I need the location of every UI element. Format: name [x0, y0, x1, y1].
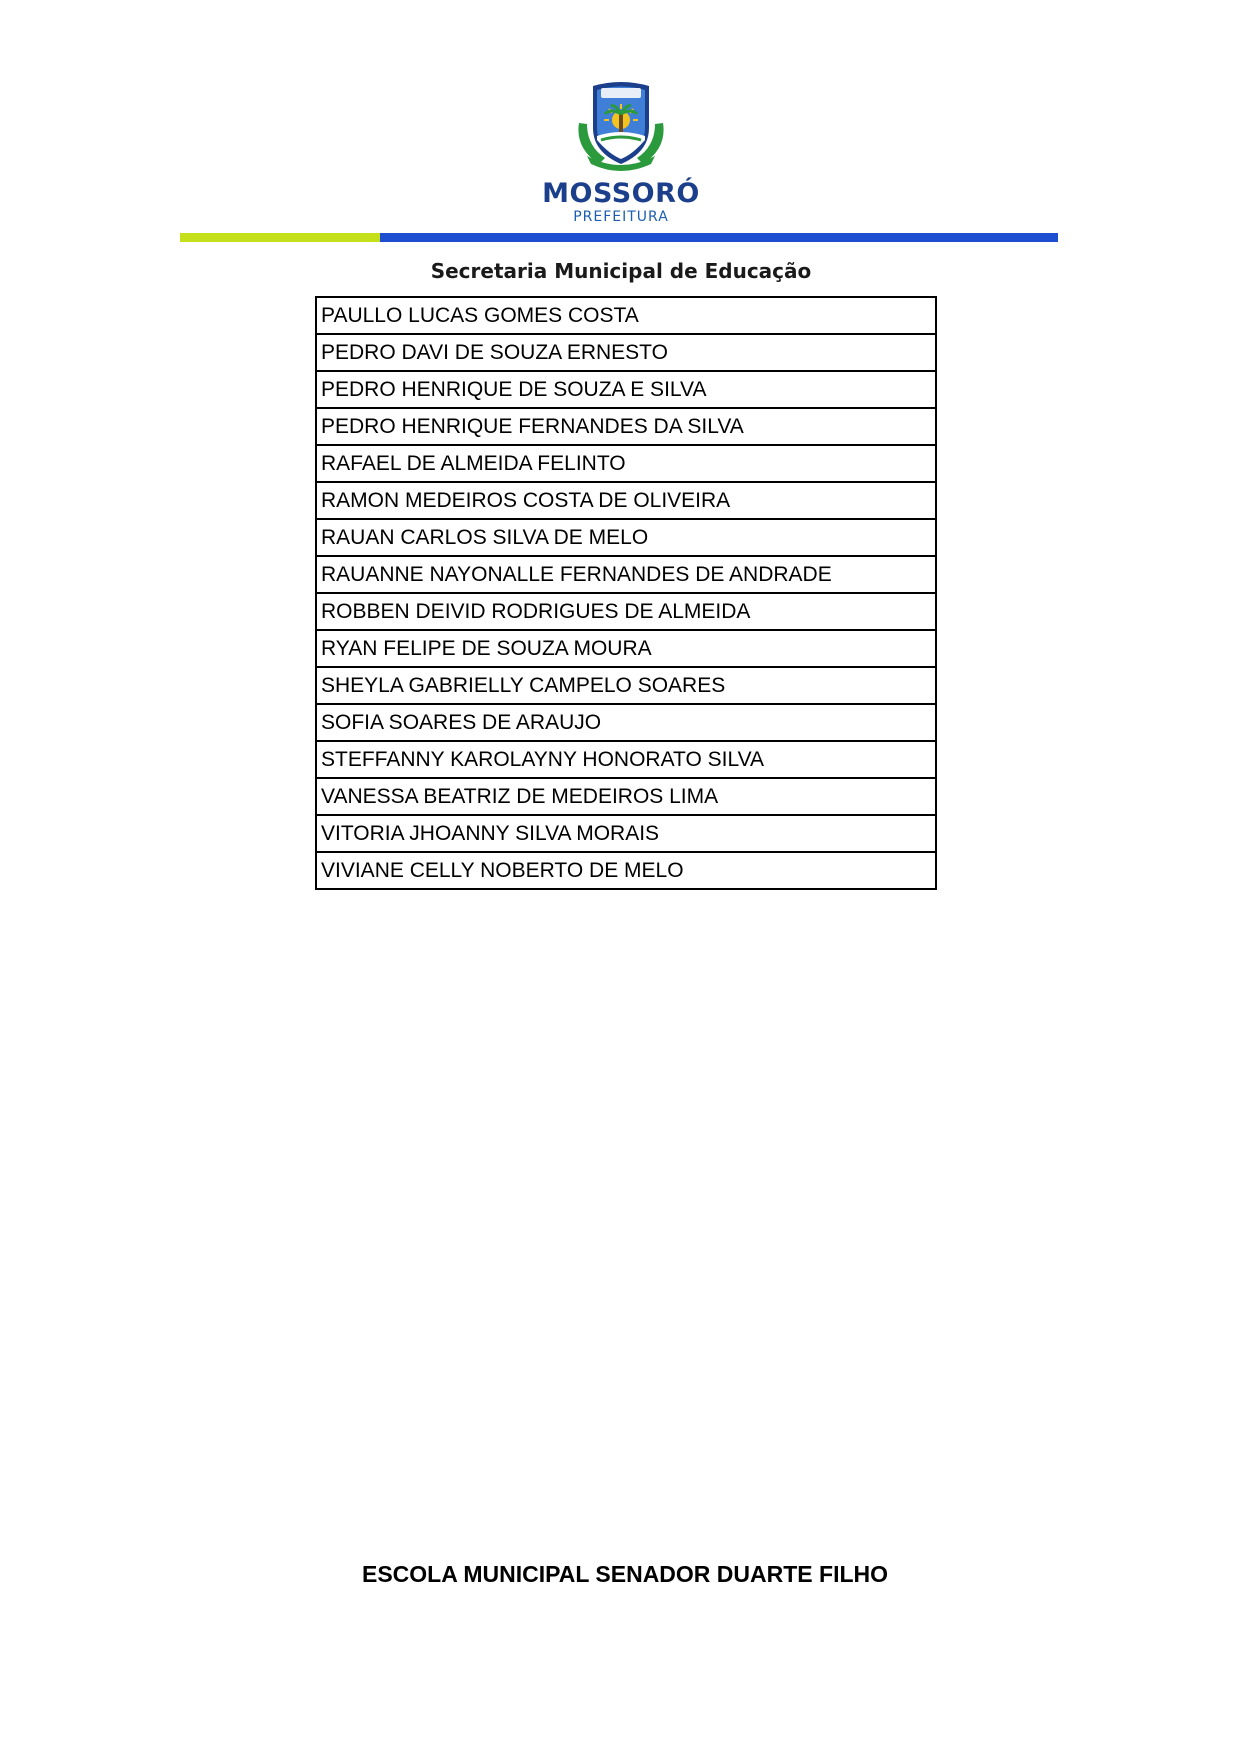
student-name-cell: RAUAN CARLOS SILVA DE MELO: [316, 519, 936, 556]
table-row: [316, 741, 936, 778]
prefeitura-logo: [521, 78, 721, 223]
table-row: [316, 445, 936, 482]
student-name-cell: RAUANNE NAYONALLE FERNANDES DE ANDRADE: [316, 556, 936, 593]
table-row: [316, 371, 936, 408]
school-name-footer: ESCOLA MUNICIPAL SENADOR DUARTE FILHO: [361, 1561, 889, 1587]
student-name-cell: VANESSA BEATRIZ DE MEDEIROS LIMA: [316, 778, 936, 815]
table-row: [316, 667, 936, 704]
student-name-cell: VITORIA JHOANNY SILVA MORAIS: [316, 815, 936, 852]
header-bar-green: [180, 233, 380, 242]
student-name-cell: PEDRO DAVI DE SOUZA ERNESTO: [316, 334, 936, 371]
table-row: [316, 408, 936, 445]
student-name-cell: SOFIA SOARES DE ARAUJO: [316, 704, 936, 741]
student-name-cell: PEDRO HENRIQUE DE SOUZA E SILVA: [316, 371, 936, 408]
mossoro-crest-icon: [571, 78, 671, 178]
table-row: [316, 297, 936, 334]
table-row: [316, 334, 936, 371]
header-color-bar: [180, 233, 1058, 242]
student-name-cell: PEDRO HENRIQUE FERNANDES DA SILVA: [316, 408, 936, 445]
table-row: [316, 704, 936, 741]
student-names-table: [315, 296, 937, 890]
table-row: [316, 852, 936, 889]
table-row: [316, 482, 936, 519]
student-name-cell: RYAN FELIPE DE SOUZA MOURA: [316, 630, 936, 667]
student-name-cell: RAFAEL DE ALMEIDA FELINTO: [316, 445, 936, 482]
student-name-cell: PAULLO LUCAS GOMES COSTA: [316, 297, 936, 334]
table-row: [316, 593, 936, 630]
header-bar-blue: [380, 233, 1058, 242]
student-name-cell: RAMON MEDEIROS COSTA DE OLIVEIRA: [316, 482, 936, 519]
logo-name: MOSSORÓ: [542, 178, 700, 209]
table-row: [316, 778, 936, 815]
table-row: [316, 630, 936, 667]
student-name-cell: SHEYLA GABRIELLY CAMPELO SOARES: [316, 667, 936, 704]
table-row: [316, 815, 936, 852]
logo-subtitle: PREFEITURA: [573, 209, 669, 225]
student-name-cell: STEFFANNY KAROLAYNY HONORATO SILVA: [316, 741, 936, 778]
table-row: [316, 556, 936, 593]
table-row: [316, 519, 936, 556]
student-name-cell: VIVIANE CELLY NOBERTO DE MELO: [316, 852, 936, 889]
secretaria-heading: Secretaria Municipal de Educação: [430, 259, 812, 283]
student-names-body: [316, 297, 936, 889]
student-name-cell: ROBBEN DEIVID RODRIGUES DE ALMEIDA: [316, 593, 936, 630]
